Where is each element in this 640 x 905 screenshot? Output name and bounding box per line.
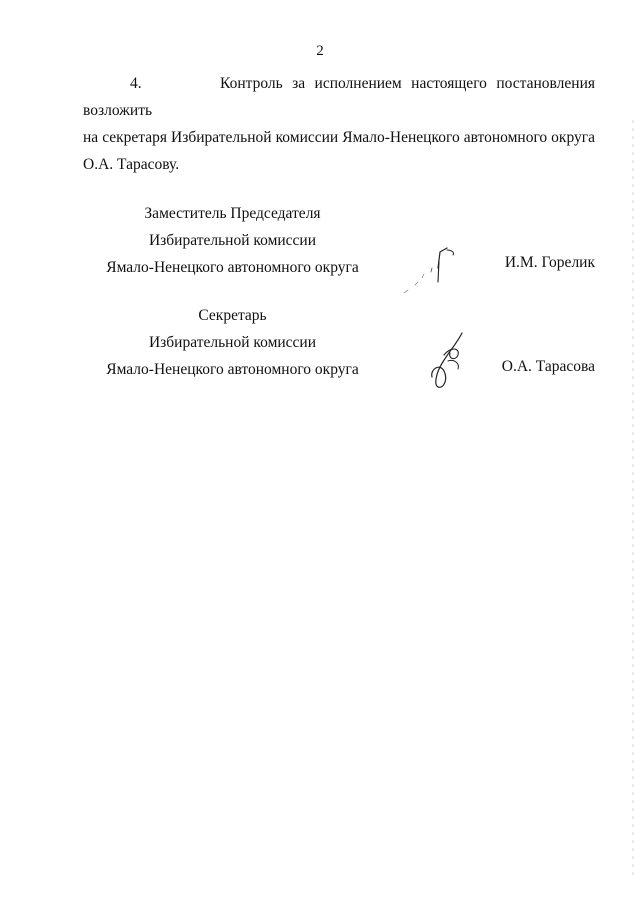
paragraph-line-2: на секретаря Избирательной комиссии Ямало-Ненецкого автономного округа bbox=[83, 129, 595, 146]
signatory-name-gorelik: И.М. Горелик bbox=[504, 254, 595, 271]
handwritten-signature-gorelik bbox=[398, 238, 478, 298]
item-number: 4. bbox=[130, 75, 142, 92]
signatory-title-line-3: Ямало-Ненецкого автономного округа bbox=[106, 361, 359, 378]
signatory-name-tarasova: О.А. Тарасова bbox=[501, 358, 595, 375]
handwritten-signature-tarasova bbox=[418, 325, 478, 395]
signatory-title-line-2: Избирательной комиссии bbox=[148, 334, 317, 351]
paragraph-line-1 bbox=[83, 70, 595, 124]
paragraph-line-3: О.А. Тарасову. bbox=[83, 156, 180, 173]
signature-block-deputy-chairman bbox=[60, 200, 405, 281]
scan-edge-artifact bbox=[632, 120, 634, 880]
paragraph-line-1-text: Контроль за исполнением настоящего постановления возложить bbox=[83, 75, 595, 119]
page-number: 2 bbox=[316, 43, 324, 59]
signatory-title-line-1: Заместитель Председателя bbox=[144, 205, 321, 222]
signatory-title-line-2: Избирательной комиссии bbox=[148, 232, 317, 249]
resolution-paragraph bbox=[83, 70, 595, 178]
signatory-title-line-1: Секретарь bbox=[198, 307, 267, 324]
signature-block-secretary bbox=[60, 302, 405, 383]
signatory-title-line-3: Ямало-Ненецкого автономного округа bbox=[106, 259, 359, 276]
